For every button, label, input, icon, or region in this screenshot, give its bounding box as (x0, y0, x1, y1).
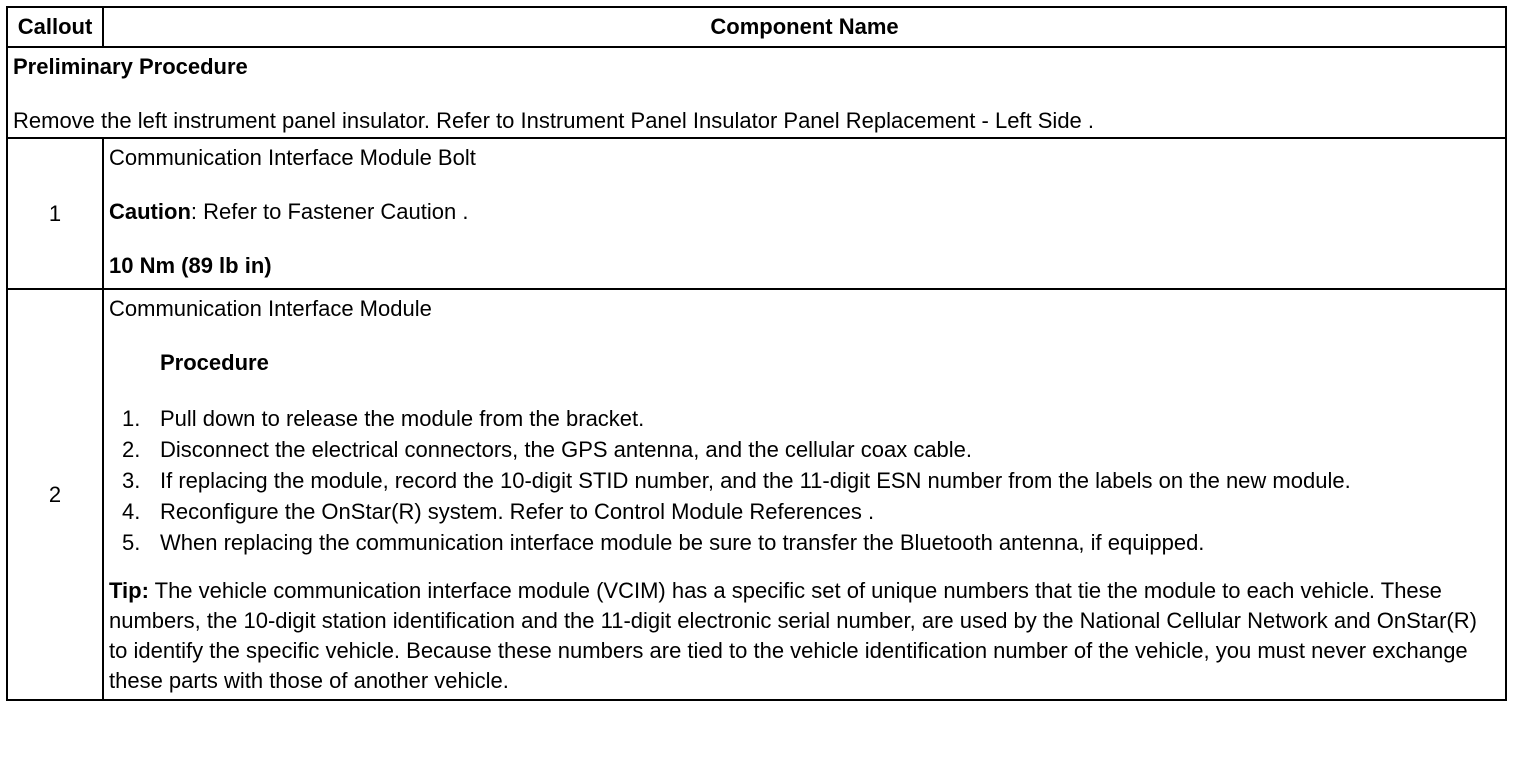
component-cell (103, 138, 1506, 289)
table-row (7, 289, 1506, 700)
step-number: 4. (122, 499, 141, 524)
component-name: Communication Interface Module Bolt (109, 145, 476, 170)
callout-number: 1 (7, 138, 103, 289)
step-number: 5. (122, 530, 141, 555)
step-text: If replacing the module, record the 10-digit STID number, and the 11-digit ESN number from the labels on the new module. (160, 468, 1351, 493)
callout-header: Callout (7, 7, 103, 47)
caution-label: Caution (109, 199, 191, 224)
procedure-steps (109, 403, 1499, 558)
list-item (109, 403, 1499, 434)
preliminary-cell (7, 47, 1506, 138)
component-cell (103, 289, 1506, 700)
list-item (109, 434, 1499, 465)
torque-spec: 10 Nm (89 lb in) (109, 253, 272, 278)
step-text: Disconnect the electrical connectors, the GPS antenna, and the cellular coax cable. (160, 437, 973, 462)
step-number: 3. (122, 468, 141, 493)
caution-line (109, 198, 1499, 226)
table-header-row (7, 7, 1506, 47)
caution-text: : Refer to Fastener Caution . (190, 199, 469, 224)
step-text: When replacing the communication interface module be sure to transfer the Bluetooth antenna, if equipped. (160, 530, 1205, 555)
list-item (109, 496, 1499, 527)
step-number: 1. (122, 406, 141, 431)
list-item (109, 527, 1499, 558)
component-name: Communication Interface Module (109, 296, 432, 321)
tip-label: Tip: (109, 578, 149, 603)
preliminary-title: Preliminary Procedure (13, 54, 248, 79)
component-table (6, 6, 1507, 701)
preliminary-text: Remove the left instrument panel insulator. Refer to Instrument Panel Insulator Panel Replacement - Left Side . (13, 108, 1095, 133)
tip-text: The vehicle communication interface module (VCIM) has a specific set of unique numbers that tie the module to each vehicle. These numbers, the 10-digit station identification and the 11-digit electronic serial number, are used by the National Cellular Network and OnStar(R) to identify the specific vehicle. Because these numbers are tied to the vehicle identification number of the vehicle, you must never exchange these parts with those of another vehicle. (109, 578, 1477, 693)
procedure-title: Procedure (160, 350, 269, 375)
list-item (109, 465, 1499, 496)
step-number: 2. (122, 437, 141, 462)
preliminary-row (7, 47, 1506, 138)
tip-note (109, 576, 1499, 696)
step-text: Pull down to release the module from the bracket. (160, 406, 645, 431)
step-text: Reconfigure the OnStar(R) system. Refer to Control Module References . (160, 499, 875, 524)
component-name-header: Component Name (103, 7, 1506, 47)
table-row (7, 138, 1506, 289)
callout-number: 2 (7, 289, 103, 700)
